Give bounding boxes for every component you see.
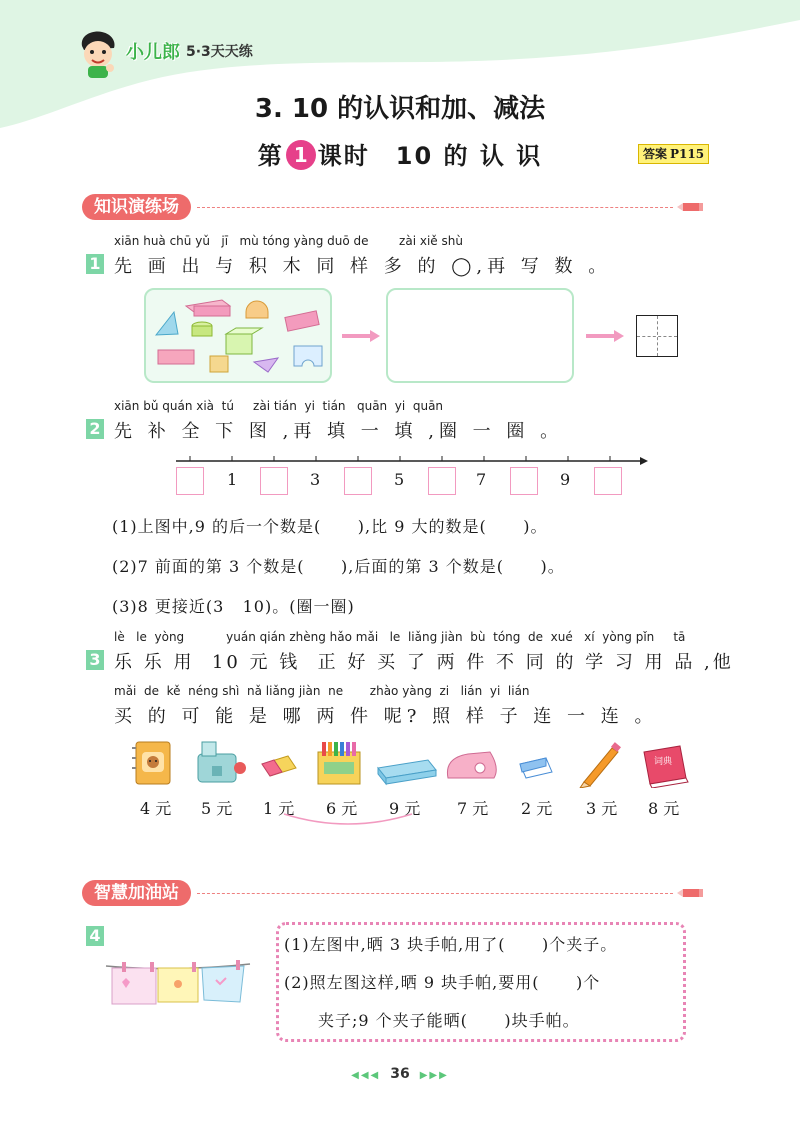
q3-text-line2: 买 的 可 能 是 哪 两 件 呢? 照 样 子 连 一 连 。 [114, 706, 658, 727]
footer-left-arrows: ◀◀◀ [351, 1070, 381, 1081]
eraser-icon [262, 756, 296, 776]
q2-pinyin: xiān bǔ quán xià tú zài tián yi tián quān yi quān [114, 399, 444, 413]
footer-right-arrows: ▶▶▶ [419, 1070, 449, 1081]
lesson-number-badge: 1 [286, 140, 316, 170]
wooden-pencil-icon [580, 742, 621, 788]
q2-number: 2 [86, 419, 104, 439]
dictionary-icon [644, 746, 688, 788]
q2-sub1: (1)上图中,9 的后一个数是( ),比 9 大的数是( )。 [112, 517, 548, 536]
numline-blank-box[interactable] [428, 467, 456, 495]
price-label: 1 元 [263, 799, 295, 818]
pencil-icon [677, 202, 703, 212]
numline-label: 7 [476, 470, 487, 489]
pencil-icon [677, 888, 703, 898]
numline-label: 1 [227, 470, 238, 489]
subtitle-text: 课时 10 的 认 识 [317, 142, 543, 170]
q3-number: 3 [86, 650, 104, 670]
q3-text-line1: 乐 乐 用 10 元 钱 正 好 买 了 两 件 不 同 的 学 习 用 品 ,他 [114, 652, 734, 673]
price-label: 9 元 [389, 799, 421, 818]
example-connection-curve [280, 810, 416, 830]
section-divider [197, 207, 673, 208]
brand-name: 5·3天天练 [186, 44, 253, 60]
numline-blank-box[interactable] [260, 467, 288, 495]
q1-text: 先 画 出 与 积 木 同 样 多 的 ◯,再 写 数 。 [114, 256, 612, 277]
price-label: 5 元 [201, 799, 233, 818]
page-footer [0, 1066, 800, 1082]
q4-line2: (2)照左图这样,晒 9 块手帕,要用( )个 [284, 973, 601, 992]
q1-pinyin: xiān huà chū yǔ jī mù tóng yàng duō de zài xiě shù [114, 234, 463, 248]
q1-number: 1 [86, 254, 104, 274]
number-write-box[interactable] [636, 315, 678, 357]
price-label: 3 元 [586, 799, 618, 818]
pencil-pouch-icon [447, 752, 496, 778]
q4-line3: 夹子;9 个夹子能晒( )块手帕。 [318, 1011, 580, 1030]
q4-line1: (1)左图中,晒 3 块手帕,用了( )个夹子。 [284, 935, 618, 954]
price-label: 8 元 [648, 799, 680, 818]
numline-label: 5 [394, 470, 405, 489]
price-label: 6 元 [326, 799, 358, 818]
numline-blank-box[interactable] [594, 467, 622, 495]
school-supplies-row [128, 738, 698, 788]
answer-tag [638, 144, 709, 164]
number-line [170, 454, 650, 504]
q3-pinyin-line2: mǎi de kě néng shì nǎ liǎng jiàn ne zhào yàng zi lián yi lián [114, 684, 530, 698]
section-wisdom-label: 智慧加油站 [82, 880, 191, 906]
numline-label: 9 [560, 470, 571, 489]
brand-logo: 小儿郎 [126, 42, 180, 63]
price-label: 7 元 [457, 799, 489, 818]
dictionary-label: 词典 [654, 757, 673, 767]
crayon-box-icon [318, 742, 360, 784]
section-practice-label: 知识演练场 [82, 194, 191, 220]
small-eraser-icon [520, 758, 552, 778]
handkerchiefs-on-line-illustration [104, 958, 252, 1010]
numline-blank-box[interactable] [344, 467, 372, 495]
pencil-sharpener-icon [198, 742, 246, 782]
section-wisdom-header [82, 880, 703, 906]
price-label: 4 元 [140, 799, 172, 818]
arrow-right-icon [586, 330, 624, 342]
price-label: 2 元 [521, 799, 553, 818]
q2-text: 先 补 全 下 图 ,再 填 一 填 ,圈 一 圈 。 [114, 421, 564, 442]
numline-blank-box[interactable] [176, 467, 204, 495]
section-practice-header [82, 194, 703, 220]
blocks-picture-box [144, 288, 332, 383]
building-blocks-illustration [146, 290, 330, 381]
q2-sub3: (3)8 更接近(3 10)。(圈一圈) [112, 597, 355, 616]
subtitle-prefix: 第 [257, 142, 284, 170]
q3-pinyin-line1: lè le yòng yuán qián zhèng hǎo mǎi le liǎng jiàn bù tóng de xué xí yòng pǐn tā [114, 630, 686, 644]
page-number: 36 [390, 1066, 410, 1082]
brand [126, 38, 253, 64]
boy-mascot-icon [76, 30, 120, 78]
numline-label: 3 [310, 470, 321, 489]
answer-page: P115 [670, 147, 705, 161]
page-title: 3. 10 的认识和加、减法 [254, 94, 546, 124]
notebook-icon [132, 742, 170, 784]
answer-label: 答案 [643, 147, 668, 161]
pencil-case-icon [378, 760, 436, 784]
section-divider [197, 893, 673, 894]
numline-blank-box[interactable] [510, 467, 538, 495]
q4-number: 4 [86, 926, 104, 946]
q2-sub2: (2)7 前面的第 3 个数是( ),后面的第 3 个数是( )。 [112, 557, 565, 576]
drawing-answer-box[interactable] [386, 288, 574, 383]
arrow-right-icon [342, 330, 380, 342]
